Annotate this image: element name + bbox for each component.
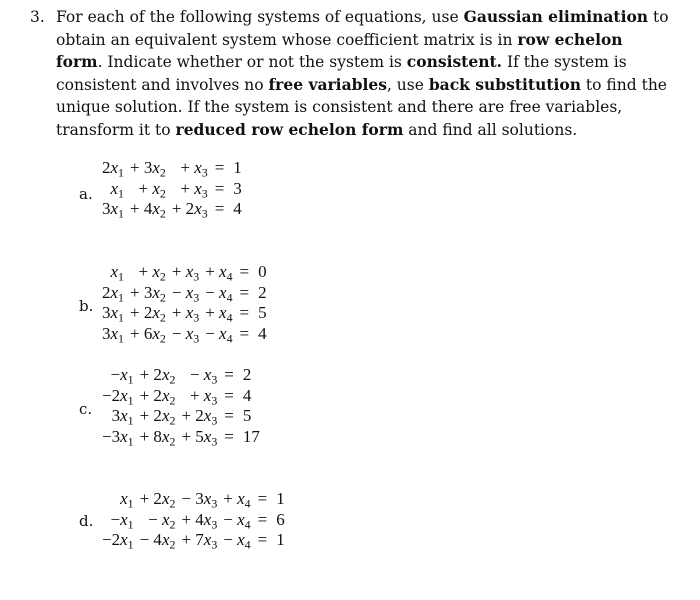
problem-number: 3.: [30, 8, 45, 26]
equation-term: [137, 489, 179, 510]
term-coefficient: + 2: [139, 489, 162, 509]
equals-sign: =: [239, 282, 250, 302]
equals-sign: =: [214, 158, 225, 178]
equals-sign: =: [224, 385, 234, 405]
term-variable: x: [185, 262, 194, 282]
term-subscript: 1: [127, 393, 134, 408]
term-coefficient: −2: [102, 530, 121, 550]
term-variable: x: [120, 530, 128, 550]
term-subscript: 4: [244, 517, 251, 532]
equation-term: [169, 303, 202, 324]
term-variable: x: [110, 303, 119, 323]
term-coefficient: −: [223, 530, 238, 550]
right-hand-side: 1: [276, 530, 285, 550]
text-segment: and find all solutions.: [403, 120, 578, 139]
bold-term: reduced row echelon form: [175, 119, 404, 139]
equation-term: [127, 303, 169, 324]
equation-term: [169, 158, 211, 179]
term-variable: x: [152, 178, 160, 198]
term-variable: x: [110, 158, 119, 178]
term-variable: x: [152, 158, 160, 178]
equation-term: [137, 530, 179, 551]
equation-term: [99, 199, 127, 220]
equation-table: [99, 158, 245, 220]
text-segment: to obtain an equivalent system whose coefficient matrix is in: [56, 8, 669, 49]
system-d: [99, 489, 288, 551]
term-subscript: 3: [193, 269, 200, 284]
term-variable: x: [194, 199, 202, 219]
term-coefficient: +: [180, 178, 195, 198]
term-subscript: 2: [159, 269, 166, 284]
term-subscript: 2: [169, 496, 176, 511]
term-subscript: 1: [127, 434, 134, 449]
equation-term: [178, 530, 220, 551]
text-segment: , use: [386, 75, 429, 94]
term-coefficient: −: [171, 323, 186, 343]
equation-term: [178, 406, 220, 427]
equation-term: [220, 489, 253, 510]
term-variable: x: [237, 509, 245, 529]
term-subscript: 1: [118, 165, 124, 180]
term-variable: x: [152, 199, 160, 219]
term-subscript: 4: [244, 496, 251, 511]
term-subscript: 1: [127, 413, 134, 428]
term-subscript: 2: [169, 393, 176, 408]
term-coefficient: 2: [102, 282, 111, 302]
right-hand-side: 4: [233, 199, 242, 219]
system-b: [99, 262, 270, 344]
equation-row: [99, 510, 288, 531]
system-c: [99, 365, 263, 447]
term-subscript: 2: [169, 372, 176, 387]
right-hand-side: 17: [242, 426, 260, 446]
term-coefficient: + 4: [181, 509, 204, 529]
equation-term: [99, 262, 127, 283]
right-hand-side: 1: [233, 158, 242, 178]
term-variable: x: [161, 530, 170, 550]
equation-term: [99, 283, 127, 304]
equation-term: [127, 262, 169, 283]
term-coefficient: + 6: [130, 323, 153, 343]
bold-term: Gaussian elimination: [463, 7, 649, 26]
term-coefficient: −: [110, 509, 121, 529]
term-subscript: 2: [159, 290, 166, 305]
term-coefficient: +: [180, 158, 195, 178]
equation-row: [99, 303, 270, 324]
term-coefficient: −: [189, 365, 204, 385]
right-hand-side: 4: [242, 385, 252, 405]
term-coefficient: + 2: [181, 406, 204, 426]
term-variable: x: [203, 530, 212, 550]
term-subscript: 3: [193, 331, 200, 346]
right-hand-side: 5: [258, 303, 267, 323]
term-variable: x: [110, 282, 119, 302]
equals-sign: =: [224, 406, 234, 426]
term-coefficient: +: [138, 178, 153, 198]
term-variable: x: [237, 489, 245, 509]
term-coefficient: + 8: [139, 426, 162, 446]
equation-term: [178, 427, 220, 448]
term-variable: x: [219, 282, 227, 302]
equation-term: [202, 283, 235, 304]
term-coefficient: + 3: [130, 282, 153, 302]
equation-row: [99, 427, 263, 448]
term-subscript: 3: [211, 434, 218, 449]
equation-row: [99, 530, 288, 551]
term-variable: x: [152, 282, 160, 302]
term-variable: x: [185, 282, 194, 302]
term-subscript: 2: [159, 331, 166, 346]
term-variable: x: [203, 365, 212, 385]
term-subscript: 2: [169, 517, 176, 532]
equation-table: [99, 365, 263, 447]
term-variable: x: [219, 323, 227, 343]
term-variable: x: [203, 489, 212, 509]
text-segment: . Indicate whether or not the system is: [97, 53, 407, 71]
system-label-a: a.: [79, 185, 93, 203]
equation-term: [99, 489, 137, 510]
term-subscript: 1: [127, 372, 134, 387]
equation-row: [99, 489, 288, 510]
text-segment: to find the unique solution. If the system is consistent and there are free variables, transform it to: [56, 75, 667, 139]
right-hand-side: 3: [233, 178, 242, 198]
term-variable: x: [152, 262, 160, 282]
term-coefficient: + 2: [130, 303, 153, 323]
equation-table: [99, 489, 288, 551]
term-subscript: 1: [127, 517, 134, 532]
equation-term: [137, 365, 179, 386]
term-subscript: 1: [118, 186, 124, 201]
system-label-c: c.: [79, 400, 93, 418]
term-variable: x: [110, 199, 119, 219]
term-variable: x: [161, 385, 170, 405]
equation-term: [99, 365, 137, 386]
term-variable: x: [219, 303, 227, 323]
right-hand-side: 2: [258, 282, 267, 302]
right-hand-side: 5: [242, 406, 252, 426]
term-variable: x: [237, 530, 245, 550]
system-label-b: b.: [79, 297, 94, 315]
term-coefficient: + 5: [181, 426, 204, 446]
term-variable: x: [120, 406, 128, 426]
term-coefficient: +: [138, 262, 153, 282]
equation-term: [169, 179, 211, 200]
equation-row: [99, 283, 270, 304]
term-coefficient: +: [171, 262, 186, 282]
term-variable: x: [161, 365, 170, 385]
text-segment: If the system is consistent and involves no: [56, 53, 627, 94]
text-segment: For each of the following systems of equations, use: [56, 8, 464, 26]
term-coefficient: −: [205, 282, 220, 302]
equation-term: [99, 324, 127, 345]
term-coefficient: 2: [102, 158, 111, 178]
equation-term: [169, 324, 202, 345]
term-coefficient: +: [205, 262, 220, 282]
equals-sign: =: [239, 262, 250, 282]
equals-sign: =: [239, 323, 250, 343]
term-subscript: 1: [118, 310, 124, 325]
system-a: [99, 158, 245, 220]
equation-term: [99, 386, 137, 407]
term-variable: x: [194, 158, 202, 178]
term-variable: x: [203, 385, 212, 405]
term-coefficient: +: [223, 489, 238, 509]
term-coefficient: − 3: [181, 489, 204, 509]
term-coefficient: + 2: [171, 199, 195, 219]
term-subscript: 3: [211, 496, 218, 511]
equation-term: [127, 283, 169, 304]
term-subscript: 4: [226, 331, 233, 346]
term-variable: x: [120, 385, 128, 405]
equation-row: [99, 262, 270, 283]
term-coefficient: −3: [102, 426, 121, 446]
equation-term: [220, 530, 253, 551]
term-variable: x: [161, 509, 170, 529]
term-variable: x: [203, 406, 212, 426]
equation-term: [99, 303, 127, 324]
right-hand-side: 4: [258, 323, 267, 343]
problem-text: [56, 6, 670, 141]
equation-term: [99, 510, 137, 531]
equation-term: [178, 365, 220, 386]
bold-term: row echelon form: [56, 29, 623, 71]
term-coefficient: −: [148, 509, 162, 529]
equation-row: [99, 406, 263, 427]
term-subscript: 2: [169, 537, 176, 552]
term-subscript: 1: [118, 269, 124, 284]
term-variable: x: [120, 426, 128, 446]
term-subscript: 3: [211, 517, 218, 532]
term-variable: x: [203, 426, 212, 446]
equation-row: [99, 365, 263, 386]
equation-term: [169, 262, 202, 283]
equation-term: [99, 406, 137, 427]
equation-term: [169, 199, 211, 220]
term-coefficient: −: [110, 365, 121, 385]
equation-row: [99, 386, 263, 407]
term-variable: x: [110, 178, 119, 198]
equals-sign: =: [214, 178, 225, 198]
term-subscript: 3: [211, 413, 218, 428]
term-subscript: 1: [118, 290, 124, 305]
equals-sign: =: [224, 426, 234, 446]
term-variable: x: [110, 323, 119, 343]
equation-term: [137, 386, 179, 407]
equation-term: [137, 427, 179, 448]
term-subscript: 2: [169, 434, 176, 449]
term-subscript: 1: [127, 537, 134, 552]
bold-term: back substitution: [428, 74, 581, 94]
term-coefficient: + 3: [130, 158, 153, 178]
equation-term: [178, 386, 220, 407]
term-variable: x: [152, 303, 160, 323]
term-subscript: 3: [211, 537, 218, 552]
term-variable: x: [120, 489, 128, 509]
term-subscript: 2: [159, 310, 166, 325]
right-hand-side: 6: [276, 509, 285, 529]
equation-term: [127, 324, 169, 345]
term-variable: x: [110, 262, 119, 282]
term-coefficient: + 4: [130, 199, 153, 219]
term-variable: x: [185, 323, 194, 343]
equation-row: [99, 324, 270, 345]
term-coefficient: + 7: [181, 530, 204, 550]
term-coefficient: − 4: [139, 530, 162, 550]
bold-term: free variables: [268, 74, 387, 94]
term-coefficient: +: [189, 385, 204, 405]
right-hand-side: 1: [276, 489, 285, 509]
term-variable: x: [120, 365, 128, 385]
term-subscript: 4: [226, 290, 233, 305]
term-subscript: 3: [193, 310, 200, 325]
term-subscript: 3: [193, 290, 200, 305]
term-subscript: 1: [118, 331, 124, 346]
equals-sign: =: [257, 530, 268, 550]
equation-term: [137, 406, 179, 427]
right-hand-side: 2: [242, 365, 252, 385]
term-subscript: 1: [127, 496, 134, 511]
term-subscript: 3: [211, 393, 218, 408]
bold-term: consistent.: [406, 52, 503, 71]
equals-sign: =: [224, 365, 234, 385]
term-subscript: 3: [201, 186, 208, 201]
equation-term: [99, 179, 127, 200]
term-subscript: 2: [169, 413, 176, 428]
equation-row: [99, 158, 245, 179]
equation-term: [169, 283, 202, 304]
equation-term: [99, 530, 137, 551]
equation-term: [137, 510, 179, 531]
term-coefficient: 3: [111, 406, 121, 426]
term-coefficient: −2: [102, 385, 121, 405]
equation-term: [220, 510, 253, 531]
equation-term: [127, 179, 169, 200]
equation-term: [202, 262, 235, 283]
right-hand-side: 0: [258, 262, 267, 282]
equation-term: [202, 303, 235, 324]
equals-sign: =: [239, 303, 250, 323]
term-variable: x: [161, 426, 170, 446]
term-coefficient: 3: [102, 323, 111, 343]
equals-sign: =: [257, 489, 268, 509]
term-coefficient: −: [223, 509, 238, 529]
term-variable: x: [120, 509, 128, 529]
equation-row: [99, 199, 245, 220]
equation-row: [99, 179, 245, 200]
equation-term: [178, 489, 220, 510]
equation-term: [178, 510, 220, 531]
equation-term: [202, 324, 235, 345]
term-subscript: 4: [226, 310, 233, 325]
term-coefficient: 3: [102, 303, 111, 323]
term-variable: x: [185, 303, 194, 323]
term-coefficient: + 2: [139, 365, 162, 385]
term-coefficient: + 2: [139, 406, 162, 426]
term-subscript: 3: [201, 206, 208, 221]
term-subscript: 3: [211, 372, 218, 387]
term-subscript: 2: [159, 186, 166, 201]
system-label-d: d.: [79, 512, 94, 530]
equation-term: [99, 427, 137, 448]
term-coefficient: +: [171, 303, 186, 323]
term-subscript: 4: [226, 269, 233, 284]
term-coefficient: −: [205, 323, 220, 343]
term-coefficient: −: [171, 282, 186, 302]
term-variable: x: [219, 262, 227, 282]
equals-sign: =: [214, 199, 225, 219]
term-subscript: 3: [201, 165, 208, 180]
term-variable: x: [194, 178, 202, 198]
equation-term: [127, 158, 169, 179]
problem-statement: [30, 6, 670, 141]
term-subscript: 2: [159, 165, 166, 180]
term-variable: x: [161, 406, 170, 426]
term-subscript: 2: [159, 206, 166, 221]
equation-term: [99, 158, 127, 179]
term-variable: x: [203, 509, 212, 529]
term-variable: x: [152, 323, 160, 343]
equation-table: [99, 262, 270, 344]
equation-term: [127, 199, 169, 220]
term-coefficient: +: [205, 303, 220, 323]
term-coefficient: 3: [102, 199, 111, 219]
term-subscript: 4: [244, 537, 251, 552]
term-coefficient: + 2: [139, 385, 162, 405]
term-subscript: 1: [118, 206, 124, 221]
term-variable: x: [161, 489, 170, 509]
equals-sign: =: [257, 509, 268, 529]
